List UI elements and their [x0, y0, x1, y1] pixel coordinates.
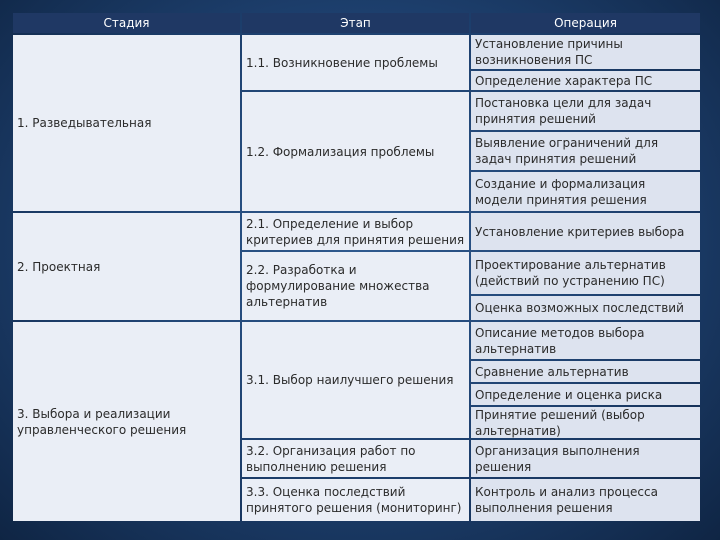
operation-cell: Оценка возможных последствий [471, 296, 700, 320]
process-table [13, 13, 700, 521]
header-operation: Операция [471, 13, 700, 33]
phase-cell: 1.2. Формализация проблемы [242, 92, 469, 211]
phase-cell: 3.2. Организация работ по выполнению решения [242, 440, 469, 477]
stage-cell: 2. Проектная [13, 213, 240, 320]
operation-cell: Организация выполнения решения [471, 440, 700, 477]
phase-cell: 1.1. Возникновение проблемы [242, 35, 469, 90]
stage-cell: 3. Выбора и реализации управленческого решения [13, 322, 240, 521]
operation-cell: Сравнение альтернатив [471, 361, 700, 382]
phase-cell: 3.3. Оценка последствий принятого решения (мониторинг) [242, 479, 469, 521]
phase-cell: 2.2. Разработка и формулирование множества альтернатив [242, 252, 469, 320]
stage-cell: 1. Разведывательная [13, 35, 240, 211]
phase-cell: 2.1. Определение и выбор критериев для принятия решения [242, 213, 469, 250]
operation-cell: Определение характера ПС [471, 71, 700, 90]
operation-cell: Установление критериев выбора [471, 213, 700, 250]
operation-cell: Создание и формализация модели принятия решения [471, 172, 700, 211]
phase-cell: 3.1. Выбор наилучшего решения [242, 322, 469, 438]
operation-cell: Установление причины возникновения ПС [471, 35, 700, 69]
operation-cell: Постановка цели для задач принятия решений [471, 92, 700, 130]
operation-cell: Выявление ограничений для задач принятия решений [471, 132, 700, 170]
operation-cell: Контроль и анализ процесса выполнения решения [471, 479, 700, 521]
operation-cell: Принятие решений (выбор альтернатив) [471, 407, 700, 438]
header-phase: Этап [242, 13, 469, 33]
operation-cell: Проектирование альтернатив (действий по устранению ПС) [471, 252, 700, 294]
header-stage: Стадия [13, 13, 240, 33]
operation-cell: Определение и оценка риска [471, 384, 700, 405]
operation-cell: Описание методов выбора альтернатив [471, 322, 700, 359]
